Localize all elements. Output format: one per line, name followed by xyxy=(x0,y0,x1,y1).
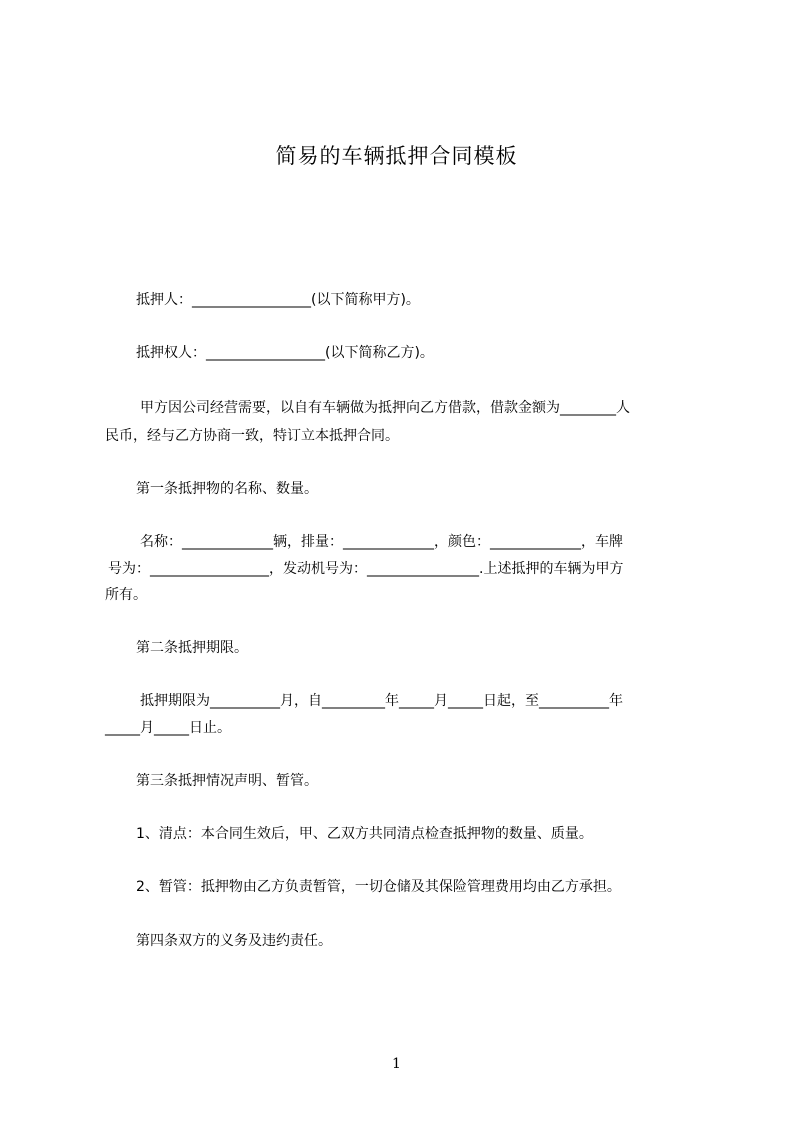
article-1-paragraph-line-2: 号为：_________________，发动机号为：________________.上述抵押的车辆为甲方 xyxy=(108,561,624,577)
article-4-heading: 第四条双方的义务及违约责任。 xyxy=(136,933,332,949)
page-number: 1 xyxy=(392,1056,401,1072)
mortgagee-line: 抵押权人：_________________(以下简称乙方)。 xyxy=(136,345,434,361)
article-1-paragraph-line-1: 名称：_____________辆，排量：_____________，颜色：_____________，车牌 xyxy=(140,534,623,550)
article-1-paragraph-line-3: 所有。 xyxy=(105,587,147,603)
document-title: 简易的车辆抵押合同模板 xyxy=(275,144,518,168)
article-2-paragraph-line-2: _____月_____日止。 xyxy=(105,720,231,736)
article-2-paragraph-line-1: 抵押期限为__________月，自_________年_____月_____日起，至__________年 xyxy=(140,693,623,709)
article-1-heading: 第一条抵押物的名称、数量。 xyxy=(136,481,318,497)
article-3-clause-1: 1、清点：本合同生效后，甲、乙双方共同清点检查抵押物的数量、质量。 xyxy=(136,826,593,842)
mortgagor-line: 抵押人：_________________(以下简称甲方)。 xyxy=(136,292,420,308)
article-3-clause-2: 2、暂管：抵押物由乙方负责暂管，一切仓储及其保险管理费用均由乙方承担。 xyxy=(136,879,621,895)
article-3-heading: 第三条抵押情况声明、暂管。 xyxy=(136,773,318,789)
intro-paragraph-line-1: 甲方因公司经营需要，以自有车辆做为抵押向乙方借款，借款金额为________人 xyxy=(140,400,630,416)
intro-paragraph-line-2: 民币，经与乙方协商一致，特订立本抵押合同。 xyxy=(105,428,399,444)
article-2-heading: 第二条抵押期限。 xyxy=(136,640,248,656)
